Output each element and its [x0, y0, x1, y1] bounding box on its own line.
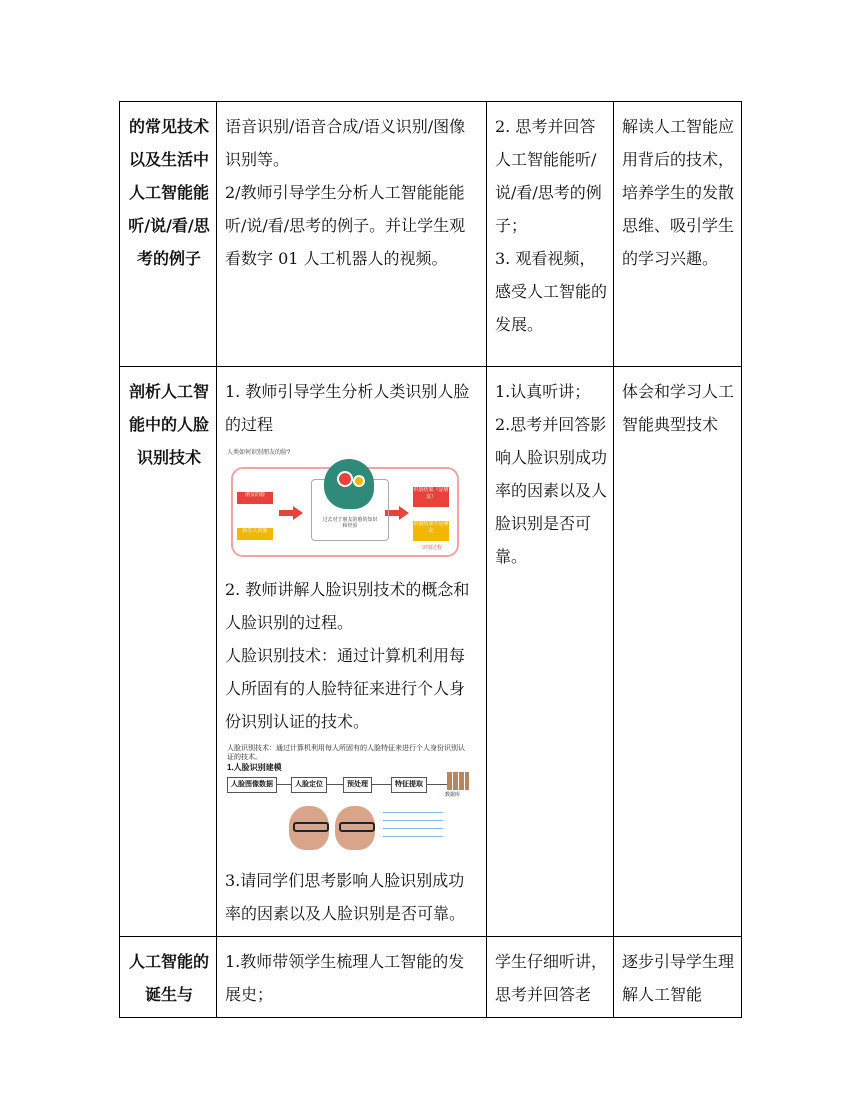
glasses-icon	[339, 822, 375, 832]
friend-face-box: 朋友的脸	[237, 492, 273, 504]
student-activity-cell	[487, 367, 614, 937]
flow-step: 特征提取	[391, 777, 427, 793]
design-intent-cell: 体会和学习人工智能典型技术	[614, 367, 742, 937]
face-modeling-diagram	[225, 744, 475, 856]
teacher-text: 人脸识别技术：通过计算机利用每人所固有的人脸特征来进行个人身份识别认证的技术。	[225, 646, 466, 731]
gear-icon	[353, 475, 365, 487]
teacher-activity-cell	[217, 367, 487, 937]
table-row	[120, 937, 742, 1018]
arrow-right-icon	[279, 506, 303, 520]
student-activity-cell	[487, 102, 614, 367]
design-intent-cell: 逐步引导学生理解人工智能	[614, 937, 742, 1018]
feature-list	[383, 808, 443, 842]
diagram-heading: 1.人脸识别建模	[227, 763, 282, 772]
result-friend-box: 识别结果（是朋友）	[413, 487, 449, 507]
diagram-definition: 人脸识别技术：通过计算机利用每人所固有的人脸特征来进行个人身份识别认证的技术。	[227, 745, 465, 761]
stage-cell: 人工智能的诞生与	[120, 937, 217, 1018]
glasses-icon	[293, 822, 329, 832]
flow-step: 人脸图像数据	[227, 777, 277, 793]
diagram-caption: 识别过程	[421, 545, 442, 551]
student-text: 2. 思考并回答人工智能能听/说/看/思考的例子；	[495, 117, 602, 235]
database-icon	[447, 772, 469, 790]
gear-icon	[337, 471, 353, 487]
brain-note: 过去对于朋友的脸的知识和经验	[322, 517, 378, 529]
stage-cell: 剖析人工智能中的人脸识别技术	[120, 367, 217, 937]
stage-cell: 的常见技术以及生活中人工智能能听/说/看/思考的例子	[120, 102, 217, 367]
flow-step: 预处理	[343, 777, 372, 793]
table-row	[120, 367, 742, 937]
teacher-text: 2. 教师讲解人脸识别技术的概念和人脸识别的过程。	[225, 580, 470, 632]
teacher-text: 语音识别/语音合成/语义识别/图像识别等。	[225, 117, 466, 169]
result-stranger-box: 识别结果不是朋友	[413, 521, 449, 541]
flow-step: 人脸定位	[291, 777, 327, 793]
diagram-question: 人类如何识别朋友的脸?	[227, 450, 291, 456]
student-text: 2.思考并回答影响人脸识别成功率的因素以及人脸识别是否可靠。	[495, 415, 608, 566]
student-activity-cell: 学生仔细听讲，思考并回答老	[487, 937, 614, 1018]
database-label: 数据库	[445, 792, 461, 798]
design-intent-cell: 解读人工智能应用背后的技术，培养学生的发散思维、吸引学生的学习兴趣。	[614, 102, 742, 367]
teacher-text: 3.请同学们思考影响人脸识别成功率的因素以及人脸识别是否可靠。	[225, 871, 466, 923]
lesson-plan-table	[119, 101, 742, 1018]
teacher-activity-cell	[217, 102, 487, 367]
table-row	[120, 102, 742, 367]
student-text: 3. 观看视频，感受人工智能的发展。	[495, 249, 608, 334]
stranger-face-box: 陌生人的脸	[237, 528, 273, 540]
face-recognition-process-diagram	[225, 449, 457, 561]
teacher-activity-cell: 1.教师带领学生梳理人工智能的发展史；	[217, 937, 487, 1018]
teacher-text: 2/教师引导学生分析人工智能能能听/说/看/思考的例子。并让学生观看数字 01 人工机器人的视频。	[225, 183, 466, 268]
teacher-text: 1. 教师引导学生分析人类识别人脸的过程	[225, 382, 470, 434]
student-text: 1.认真听讲；	[495, 382, 591, 401]
